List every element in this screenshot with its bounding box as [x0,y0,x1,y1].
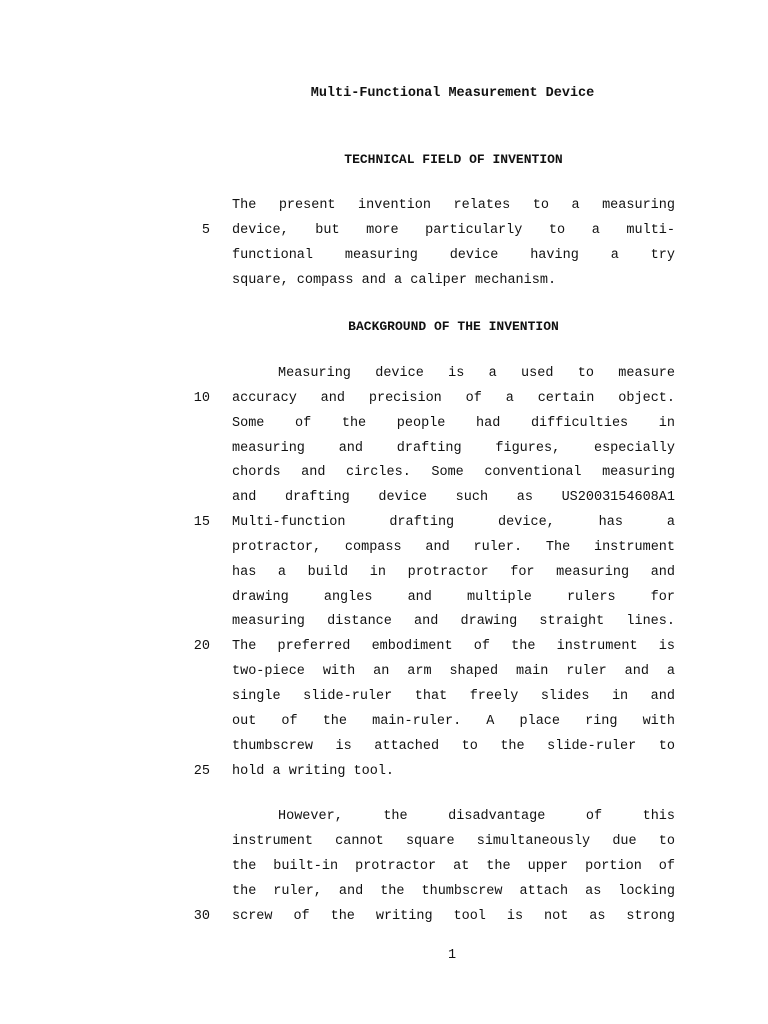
text-line: measuring distance and drawing straight lines. [232,614,675,629]
page-number: 1 [447,948,457,963]
text-line: hold a writing tool. [232,764,395,779]
text-line: measuring and drafting figures, especially [232,441,675,456]
text-line: Multi-function drafting device, has a [232,515,675,530]
text-line: Some of the people had difficulties in [232,416,675,431]
line-number: 10 [193,391,210,406]
section-heading-technical-field: TECHNICAL FIELD OF INVENTION [344,152,563,167]
line-number: 15 [193,515,210,530]
text-line: The present invention relates to a measuring [232,198,675,213]
text-line: out of the main-ruler. A place ring with [232,714,675,729]
text-line: accuracy and precision of a certain object. [232,391,675,406]
text-line: single slide-ruler that freely slides in and [232,689,675,704]
line-number: 20 [193,639,210,654]
text-line: However, the disadvantage of this [278,809,675,824]
text-line: device, but more particularly to a multi- [232,223,675,238]
text-line: the ruler, and the thumbscrew attach as locking [232,884,675,899]
line-number: 25 [193,764,210,779]
text-line: square, compass and a caliper mechanism. [232,273,557,288]
text-line: screw of the writing tool is not as strong [232,909,675,924]
text-line: thumbscrew is attached to the slide-ruler to [232,739,675,754]
text-line: has a build in protractor for measuring and [232,565,675,580]
section-heading-background: BACKGROUND OF THE INVENTION [348,319,559,334]
line-number: 30 [193,909,210,924]
text-line: The preferred embodiment of the instrument is [232,639,675,654]
text-line: drawing angles and multiple rulers for [232,590,675,605]
text-line: instrument cannot square simultaneously due to [232,834,675,849]
text-line: functional measuring device having a try [232,248,675,263]
text-line: Measuring device is a used to measure [278,366,675,381]
text-line: and drafting device such as US2003154608A1 [232,490,675,505]
text-line: two-piece with an arm shaped main ruler and a [232,664,675,679]
text-line: protractor, compass and ruler. The instrument [232,540,675,555]
document-title: Multi-Functional Measurement Device [310,86,595,101]
text-line: chords and circles. Some conventional measuring [232,465,675,480]
text-line: the built-in protractor at the upper portion of [232,859,675,874]
line-number: 5 [201,223,210,238]
